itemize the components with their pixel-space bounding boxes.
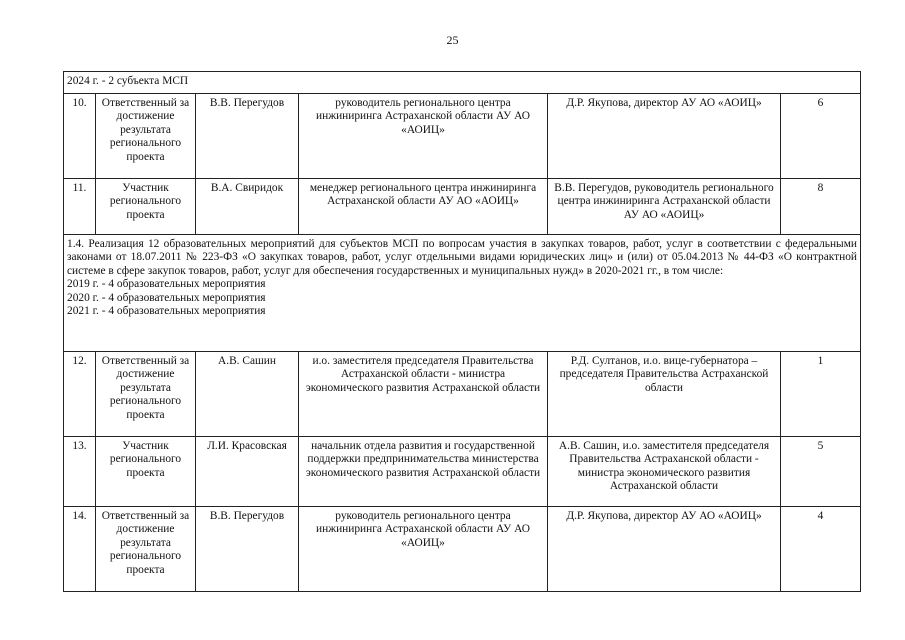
row-number: 11. xyxy=(64,179,96,235)
table-row xyxy=(64,352,861,437)
section-heading-row xyxy=(64,72,861,94)
role-cell: Участник регионального проекта xyxy=(96,179,196,235)
name-cell: В.А. Свиридок xyxy=(196,179,299,235)
section-heading-row xyxy=(64,235,861,352)
heading-line: 2024 г. - 2 субъекта МСП xyxy=(67,75,189,87)
supervisor-cell: Д.Р. Якупова, директор АУ АО «АОИЦ» xyxy=(548,507,781,592)
name-cell: В.В. Перегудов xyxy=(196,94,299,179)
name-cell: Л.И. Красовская xyxy=(196,437,299,507)
load-cell: 4 xyxy=(781,507,861,592)
name-cell: А.В. Сашин xyxy=(196,352,299,437)
role-cell: Ответственный за достижение результата регионального проекта xyxy=(96,94,196,179)
row-number: 14. xyxy=(64,507,96,592)
role-cell: Ответственный за достижение результата регионального проекта xyxy=(96,507,196,592)
role-cell: Ответственный за достижение результата регионального проекта xyxy=(96,352,196,437)
position-cell: и.о. заместителя председателя Правительства Астраханской области - министра экономического развития Астраханской области xyxy=(299,352,548,437)
table-row xyxy=(64,94,861,179)
heading-line: 2021 г. - 4 образовательных мероприятия xyxy=(67,305,266,318)
load-cell: 6 xyxy=(781,94,861,179)
supervisor-cell: Д.Р. Якупова, директор АУ АО «АОИЦ» xyxy=(548,94,781,179)
load-cell: 5 xyxy=(781,437,861,507)
section-heading xyxy=(64,72,861,94)
row-number: 13. xyxy=(64,437,96,507)
heading-line: 2019 г. - 4 образовательных мероприятия xyxy=(67,278,266,291)
heading-paragraph: 1.4. Реализация 12 образовательных мероприятий для субъектов МСП по вопросам участия в закупках товаров, работ, услуг в соответствии с федеральными законами от 18.07.2011 № 223-ФЗ «О закупках товаров, работ, услуг отдельными видами юридических лиц» и (или) от 05.04.2013 № 44-ФЗ «О контрактной системе в сфере закупок товаров, работ, услуг для обеспечения государственных и муниципальных нужд» в 2020-2021 гг., в том числе: xyxy=(67,238,858,277)
table-row xyxy=(64,179,861,235)
position-cell: руководитель регионального центра инжиниринга Астраханской области АУ АО «АОИЦ» xyxy=(299,94,548,179)
supervisor-cell: А.В. Сашин, и.о. заместителя председателя Правительства Астраханской области - министра экономического развития Астраханской области xyxy=(548,437,781,507)
row-number: 10. xyxy=(64,94,96,179)
position-cell: руководитель регионального центра инжиниринга Астраханской области АУ АО «АОИЦ» xyxy=(299,507,548,592)
heading-line: 2020 г. - 4 образовательных мероприятия xyxy=(67,291,266,304)
table-row xyxy=(64,437,861,507)
position-cell: менеджер регионального центра инжиниринга Астраханской области АУ АО «АОИЦ» xyxy=(299,179,548,235)
supervisor-cell: В.В. Перегудов, руководитель регионального центра инжиниринга Астраханской области АУ АО «АОИЦ» xyxy=(548,179,781,235)
load-cell: 1 xyxy=(781,352,861,437)
supervisor-cell: Р.Д. Султанов, и.о. вице-губернатора – председателя Правительства Астраханской области xyxy=(548,352,781,437)
row-number: 12. xyxy=(64,352,96,437)
project-participants-table xyxy=(63,71,861,592)
table-row xyxy=(64,507,861,592)
role-cell: Участник регионального проекта xyxy=(96,437,196,507)
page-number: 25 xyxy=(446,33,459,47)
position-cell: начальник отдела развития и государственной поддержки предпринимательства министерства экономического развития Астраханской области xyxy=(299,437,548,507)
name-cell: В.В. Перегудов xyxy=(196,507,299,592)
load-cell: 8 xyxy=(781,179,861,235)
section-heading xyxy=(64,235,861,352)
